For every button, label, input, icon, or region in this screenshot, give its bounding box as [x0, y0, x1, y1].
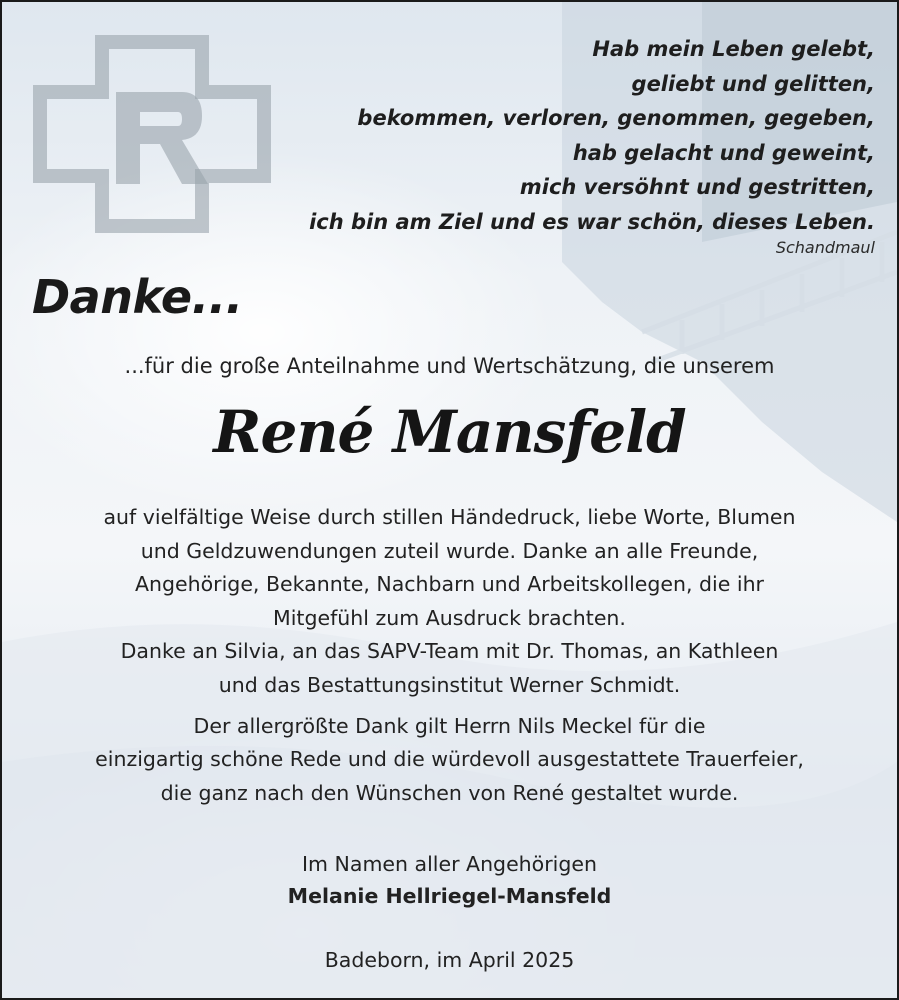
poem-quote: [309, 32, 875, 239]
heading-danke: Danke...: [32, 270, 243, 324]
body-line: und das Bestattungsinstitut Werner Schmidt.: [218, 672, 681, 697]
body-line: auf vielfältige Weise durch stillen Händedruck, liebe Worte, Blumen: [103, 505, 796, 529]
closing-signature: [2, 848, 897, 912]
body-line: Der allergrößte Dank gilt Herrn Nils Meckel für die: [193, 713, 706, 738]
signatory-name: Melanie Hellriegel-Mansfeld: [287, 884, 612, 908]
quote-line: Hab mein Leben gelebt,: [592, 37, 875, 61]
quote-line: geliebt und gelitten,: [631, 71, 875, 96]
quote-line: hab gelacht und geweint,: [572, 140, 875, 165]
body-line: Angehörige, Bekannte, Nachbarn und Arbeitskollegen, die ihr: [135, 572, 764, 597]
body-line: einzigartig schöne Rede und die würdevoll ausgestattete Trauerfeier,: [95, 747, 804, 772]
thanks-body: [2, 501, 897, 810]
body-line: Danke an Silvia, an das SAPV-Team mit Dr. Thomas, an Kathleen: [120, 639, 779, 664]
body-line: Mitgefühl zum Ausdruck brachten.: [273, 605, 626, 630]
place-and-date: Badeborn, im April 2025: [324, 948, 575, 972]
body-line: die ganz nach den Wünschen von René gestaltet wurde.: [160, 780, 739, 805]
body-line: und Geldzuwendungen zuteil wurde. Danke an alle Freunde,: [140, 538, 759, 563]
quote-line: mich versöhnt und gestritten,: [519, 175, 875, 199]
band-logo-emblem: [32, 34, 272, 234]
quote-line: ich bin am Ziel und es war schön, dieses Leben.: [309, 209, 875, 234]
closing-line: Im Namen aller Angehörigen: [302, 852, 597, 876]
quote-author: Schandmaul: [775, 238, 875, 257]
quote-line: bekommen, verloren, genommen, gegeben,: [357, 106, 875, 130]
deceased-name: René Mansfeld: [213, 398, 686, 466]
intro-text: ...für die große Anteilnahme und Wertschätzung, die unserem: [124, 354, 775, 378]
